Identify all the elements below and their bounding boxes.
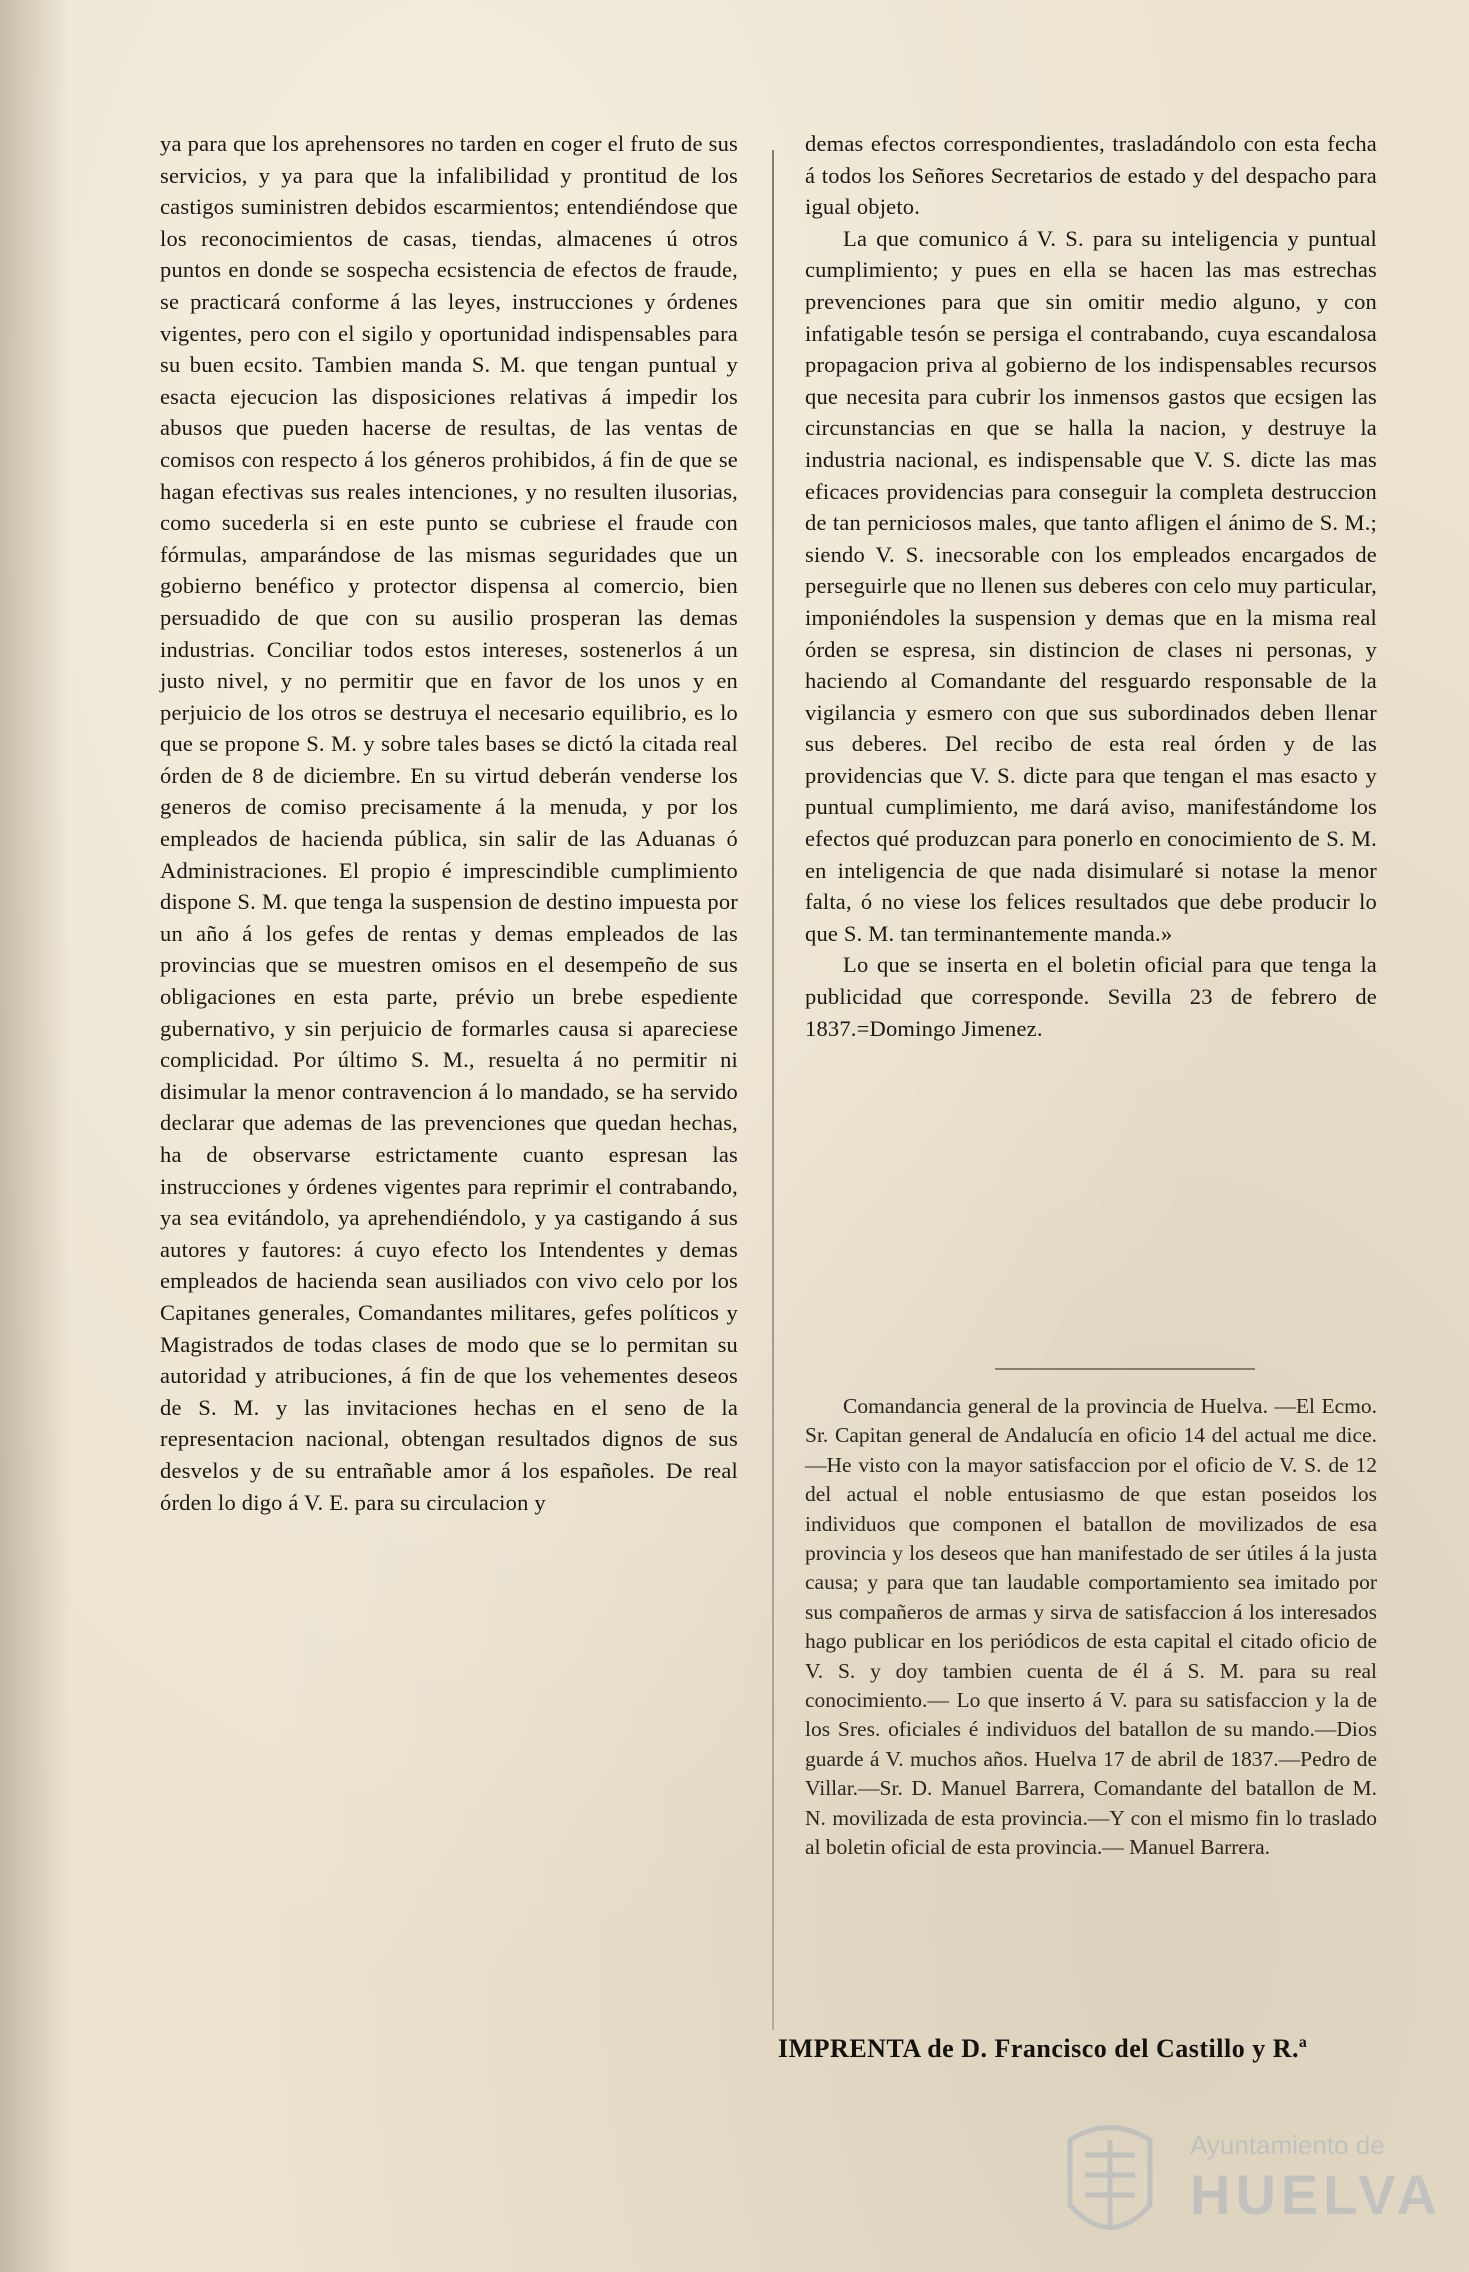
watermark-line2: HUELVA [1190,2163,1442,2226]
page-edge-shadow [0,0,70,2272]
comandancia-paragraph: Comandancia general de la provincia de Huelva. —El Ecmo. Sr. Capitan general de Andalucía en oficio 14 del actual me dice.—He visto con la mayor satisfaccion por el oficio de V. S. de 12 del actual el noble entusiasmo de que estan poseidos los individuos que componen el batallon de movilizados de esa provincia y los deseos que han manifestado de ser útiles á la justa causa; y para que tan laudable comportamiento sea imitado por sus compañeros de armas y sirva de satisfaccion á los interesados hago publicar en los periódicos de esta capital el citado oficio de V. S. y doy tambien cuenta de él á S. M. para su real conocimiento.— Lo que inserto á V. para su satisfaccion y la de los Sres. oficiales é individuos del batallon de su mando.—Dios guarde á V. muchos años. Huelva 17 de abril de 1837.—Pedro de Villar.—Sr. D. Manuel Barrera, Comandante del batallon de M. N. movilizada de esta provincia.—Y con el mismo fin lo traslado al boletin oficial de esta provincia.— Manuel Barrera. [805,1394,1377,1860]
left-paragraph: ya para que los aprehensores no tarden en coger el fruto de sus servicios, y ya para que la infalibilidad y prontitud de los castigos suministren debidos escarmientos; entendiéndose que los reconocimientos de casas, tiendas, almacenes ú otros puntos en donde se sospecha ecsistencia de efectos de fraude, se practicará conforme á las leyes, instrucciones y órdenes vigentes, pero con el sigilo y oportunidad indispensables para su buen ecsito. Tambien manda S. M. que tengan puntual y esacta ejecucion las disposiciones relativas á impedir los abusos que pueden hacerse de resultas, de las ventas de comisos con respecto á los géneros prohibidos, á fin de que se hagan efectivas sus reales intenciones, y no resulten ilusorias, como sucederla si en este punto se cubriese el fraude con fórmulas, amparándose de las mismas seguridades que un gobierno benéfico y protector dispensa al comercio, bien persuadido de que con su ausilio prosperan las demas industrias. Conciliar todos estos intereses, sostenerlos á un justo nivel, y no permitir que en favor de los unos y en perjuicio de los otros se destruya el necesario equilibrio, es lo que se propone S. M. y sobre tales bases se dictó la citada real órden de 8 de diciembre. En su virtud deberán venderse los generos de comiso precisamente á la menuda, y por los empleados de hacienda pública, sin salir de las Aduanas ó Administraciones. El propio é imprescindible cumplimiento dispone S. M. que tenga la suspension de destino impuesta por un año á los gefes de rentas y demas empleados de las provincias que se muestren omisos en el desempeño de sus obligaciones en esta parte, prévio un brebe espediente gubernativo, y sin perjuicio de formarles causa si apareciese complicidad. Por último S. M., resuelta á no permitir ni disimular la menor contravencion á lo mandado, se ha servido declarar que ademas de las prevenciones que quedan hechas, ha de observarse estrictamente cuanto espresan las instrucciones y órdenes vigentes para reprimir el contrabando, ya sea evitándolo, ya aprehendiéndolo, y ya castigando á sus autores y fautores: á cuyo efecto los Intendentes y demas empleados de hacienda sean ausiliados con vivo celo por los Capitanes generales, Comandantes militares, gefes políticos y Magistrados de todas clases de modo que se lo permitan su autoridad y atribuciones, á fin de que los vehementes deseos de S. M. y las invitaciones hechas en el seno de la representacion nacional, obtengan resultados dignos de sus desvelos y de su entrañable amor á los españoles. De real órden lo digo á V. E. para su circulacion y [160,131,738,1515]
comandancia-notice [805,1392,1377,1863]
column-divider [772,150,774,2030]
watermark-logo [1040,2100,1442,2270]
watermark-line1: Ayuntamiento de [1190,2130,1385,2160]
right-paragraph-1: demas efectos correspondientes, trasladándolo con esta fecha á todos los Señores Secretarios de estado y del despacho para igual objeto. [805,131,1377,220]
left-text-column [160,128,738,1518]
right-text-column [805,128,1377,1044]
right-paragraph-3: Lo que se inserta en el boletin oficial para que tenga la publicidad que corresponde. Sevilla 23 de febrero de 1837.=Domingo Jimenez. [805,952,1377,1041]
right-paragraph-2: La que comunico á V. S. para su inteligencia y puntual cumplimiento; y pues en ella se hacen las mas estrechas prevenciones para que sin omitir medio alguno, y con infatigable tesón se persiga el contrabando, cuya escandalosa propagacion priva al gobierno de los indispensables recursos que necesita para cubrir los inmensos gastos que ecsigen las circunstancias en que se halla la nacion, y destruye la industria nacional, es indispensable que V. S. dicte las mas eficaces providencias para conseguir la completa destruccion de tan perniciosos males, que tanto afligen el ánimo de S. M.; siendo V. S. inecsorable con los empleados encargados de perseguirle que no llenen sus deberes con celo muy particular, imponiéndoles la suspension y demas que en la misma real órden se espresa, sin distincion de clases ni personas, y haciendo al Comandante del resguardo responsable de la vigilancia y esmero con que sus subordinados deben llenar sus deberes. Del recibo de esta real órden y de las providencias que V. S. dicte para que tengan el mas esacto y puntual cumplimiento, me dará aviso, manifestándome los efectos qué produzcan para ponerlo en conocimiento de S. M. en inteligencia de que nada disimularé si notase la menor falta, ó no viese los felices resultados que debe producir lo que S. M. tan terminantemente manda.» [805,225,1377,946]
city-coat-of-arms-icon [1050,2110,1170,2260]
printer-imprint: IMPRENTA de D. Francisco del Castillo y R.ª [778,2034,1308,2063]
section-separator [995,1368,1255,1370]
